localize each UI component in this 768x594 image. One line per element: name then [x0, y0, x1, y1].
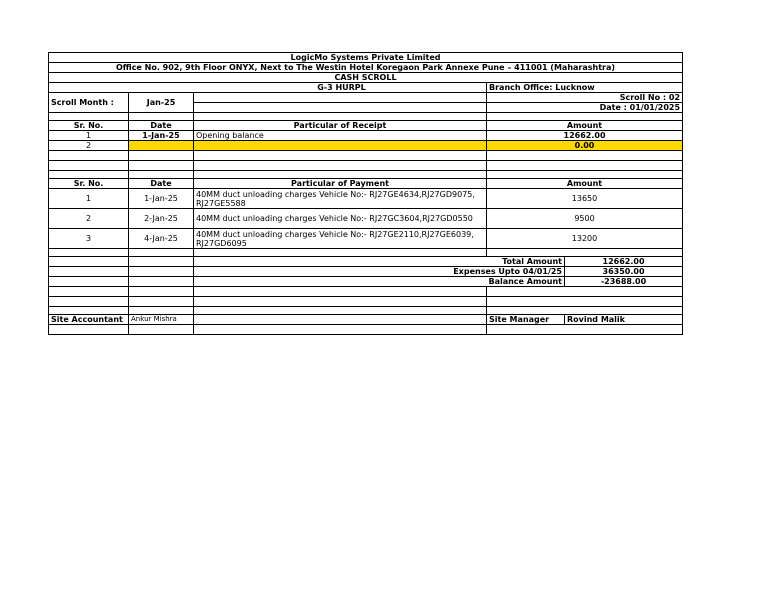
table-row	[49, 189, 683, 209]
receipt-date: 1-Jan-25	[129, 131, 194, 141]
expenses-value: 36350.00	[565, 267, 683, 277]
scroll-number: Scroll No : 02	[487, 93, 683, 103]
scroll-date: Date : 01/01/2025	[487, 103, 683, 113]
payment-amount-header: Amount	[487, 179, 683, 189]
project-name: G-3 HURPL	[49, 83, 487, 93]
balance-amount-value: -23688.00	[565, 277, 683, 287]
company-address: Office No. 902, 9th Floor ONYX, Next to The Westin Hotel Koregaon Park Annexe Pune – 411001 (Maharashtra)	[49, 63, 683, 73]
payment-date-header: Date	[129, 179, 194, 189]
receipt-amount: 0.00	[487, 141, 683, 151]
cash-scroll-table	[48, 52, 683, 335]
table-row	[49, 209, 683, 229]
table-row	[49, 131, 683, 141]
site-accountant-label: Site Accountant	[49, 315, 129, 325]
payment-date: 2-Jan-25	[129, 209, 194, 229]
payment-sr: 3	[49, 229, 129, 249]
payment-amount: 13200	[487, 229, 683, 249]
receipt-particular	[194, 141, 487, 151]
payment-amount: 13650	[487, 189, 683, 209]
payment-sr-header: Sr. No.	[49, 179, 129, 189]
payment-particular: 40MM duct unloading charges Vehicle No:- RJ27GC3604,RJ27GD0550	[194, 209, 487, 229]
receipt-particular: Opening balance	[194, 131, 487, 141]
site-manager-label: Site Manager	[487, 315, 565, 325]
payment-particular-header: Particular of Payment	[194, 179, 487, 189]
branch-office: Branch Office: Lucknow	[487, 83, 683, 93]
site-manager-name: Rovind Malik	[565, 315, 683, 325]
receipt-amount-header: Amount	[487, 121, 683, 131]
payment-particular: 40MM duct unloading charges Vehicle No:- RJ27GE4634,RJ27GD9075, RJ27GE5588	[194, 189, 487, 209]
cash-scroll-sheet	[48, 52, 682, 335]
payment-date: 4-Jan-25	[129, 229, 194, 249]
receipt-particular-header: Particular of Receipt	[194, 121, 487, 131]
site-accountant-name: Ankur Mishra	[129, 315, 194, 325]
receipt-amount: 12662.00	[487, 131, 683, 141]
document-title: CASH SCROLL	[49, 73, 683, 83]
payment-amount: 9500	[487, 209, 683, 229]
receipt-sr: 2	[49, 141, 129, 151]
payment-sr: 1	[49, 189, 129, 209]
total-amount-label: Total Amount	[194, 257, 565, 267]
scroll-month-label: Scroll Month :	[49, 93, 129, 113]
receipt-date	[129, 141, 194, 151]
total-amount-value: 12662.00	[565, 257, 683, 267]
payment-date: 1-Jan-25	[129, 189, 194, 209]
expenses-label: Expenses Upto 04/01/25	[194, 267, 565, 277]
company-name: LogicMo Systems Private Limited	[49, 53, 683, 63]
receipt-date-header: Date	[129, 121, 194, 131]
scroll-month-value: Jan-25	[129, 93, 194, 113]
balance-amount-label: Balance Amount	[194, 277, 565, 287]
table-row	[49, 229, 683, 249]
payment-sr: 2	[49, 209, 129, 229]
table-row	[49, 141, 683, 151]
payment-particular: 40MM duct unloading charges Vehicle No:- RJ27GE2110,RJ27GE6039, RJ27GD6095	[194, 229, 487, 249]
receipt-sr-header: Sr. No.	[49, 121, 129, 131]
receipt-sr: 1	[49, 131, 129, 141]
